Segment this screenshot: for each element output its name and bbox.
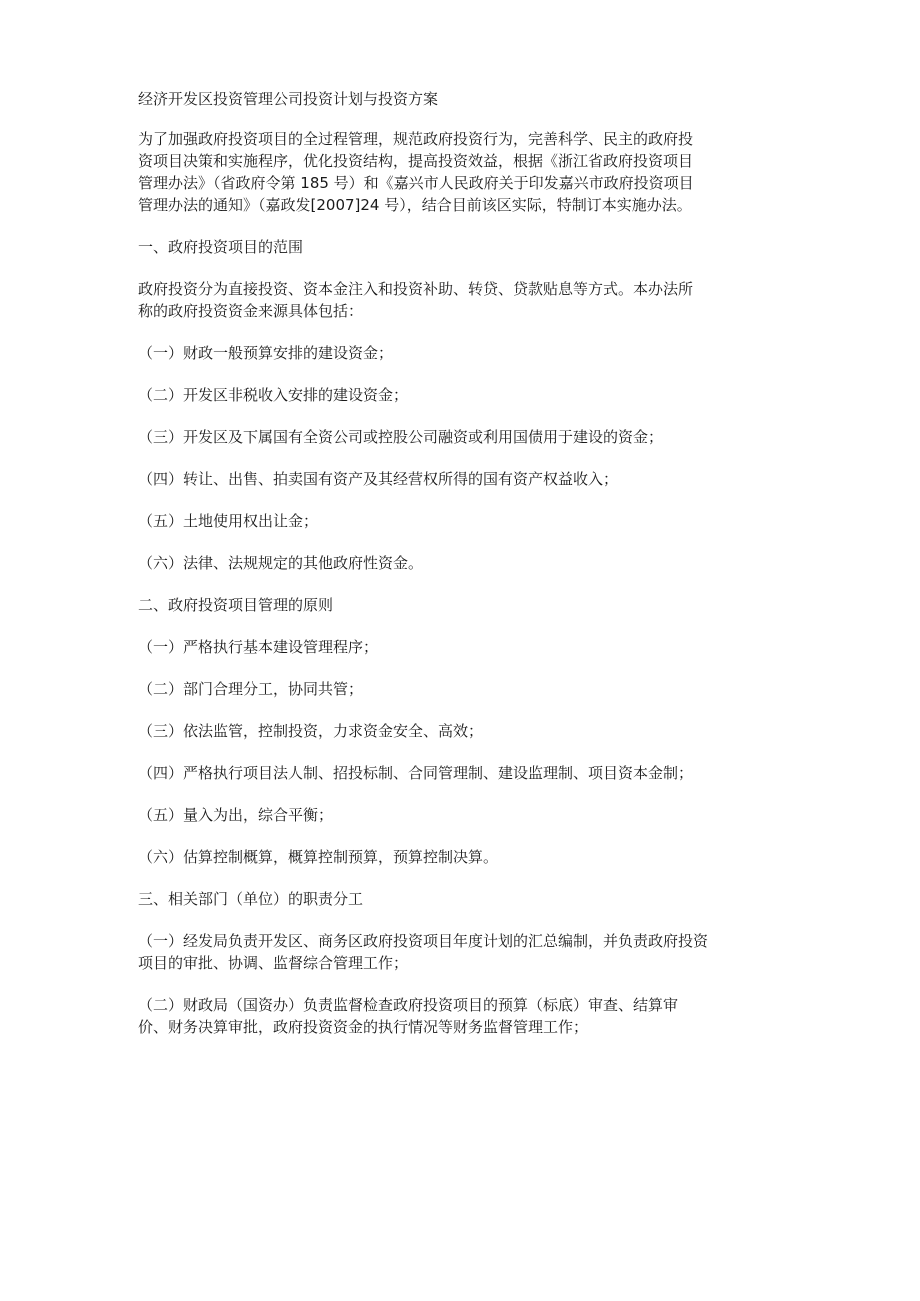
section-2-item: （二）部门合理分工，协同共管；	[138, 680, 364, 698]
section-1-item: （五）土地使用权出让金；	[138, 512, 319, 530]
section-3-item-2	[138, 994, 790, 1038]
section-3-heading: 三、相关部门（单位）的职责分工	[138, 890, 364, 908]
intro-line: 管理办法的通知》（嘉政发[2007]24 号），结合目前该区实际，特制订本实施办法。	[138, 196, 692, 214]
section-1-heading: 一、政府投资项目的范围	[138, 238, 304, 256]
document-title: 经济开发区投资管理公司投资计划与投资方案	[138, 90, 439, 108]
section-2-item: （三）依法监管，控制投资，力求资金安全、高效；	[138, 722, 484, 740]
intro-line: 管理办法》（省政府令第 185 号）和《嘉兴市人民政府关于印发嘉兴市政府投资项目	[138, 174, 694, 192]
section-1-desc-line: 称的政府投资资金来源具体包括：	[138, 302, 364, 320]
section-2-item: （六）估算控制概算，概算控制预算，预算控制决算。	[138, 848, 499, 866]
section-3-item-line: （二）财政局（国资办）负责监督检查政府投资项目的预算（标底）审查、结算审	[138, 996, 679, 1014]
section-1-item: （四）转让、出售、拍卖国有资产及其经营权所得的国有资产权益收入；	[138, 470, 619, 488]
section-3-item-1	[138, 930, 790, 974]
section-2-heading: 二、政府投资项目管理的原则	[138, 596, 334, 614]
section-1-item: （一）财政一般预算安排的建设资金；	[138, 344, 394, 362]
section-1-description	[138, 278, 790, 322]
section-2-item: （五）量入为出，综合平衡；	[138, 806, 334, 824]
intro-paragraph	[138, 128, 790, 216]
section-1-desc-line: 政府投资分为直接投资、资本金注入和投资补助、转贷、贷款贴息等方式。本办法所	[138, 280, 694, 298]
section-2-item: （一）严格执行基本建设管理程序；	[138, 638, 379, 656]
intro-line: 为了加强政府投资项目的全过程管理，规范政府投资行为，完善科学、民主的政府投	[138, 130, 694, 148]
section-1-item: （三）开发区及下属国有全资公司或控股公司融资或利用国债用于建设的资金；	[138, 428, 664, 446]
intro-line: 资项目决策和实施程序，优化投资结构，提高投资效益，根据《浙江省政府投资项目	[138, 152, 694, 170]
section-2-item: （四）严格执行项目法人制、招投标制、合同管理制、建设监理制、项目资本金制；	[138, 764, 694, 782]
section-1-item: （二）开发区非税收入安排的建设资金；	[138, 386, 409, 404]
document-page	[138, 78, 790, 1058]
section-1-item: （六）法律、法规规定的其他政府性资金。	[138, 554, 424, 572]
section-3-item-line: （一）经发局负责开发区、商务区政府投资项目年度计划的汇总编制，并负责政府投资	[138, 932, 709, 950]
section-3-item-line: 项目的审批、协调、监督综合管理工作；	[138, 954, 409, 972]
section-3-item-line: 价、财务决算审批，政府投资资金的执行情况等财务监督管理工作；	[138, 1018, 589, 1036]
